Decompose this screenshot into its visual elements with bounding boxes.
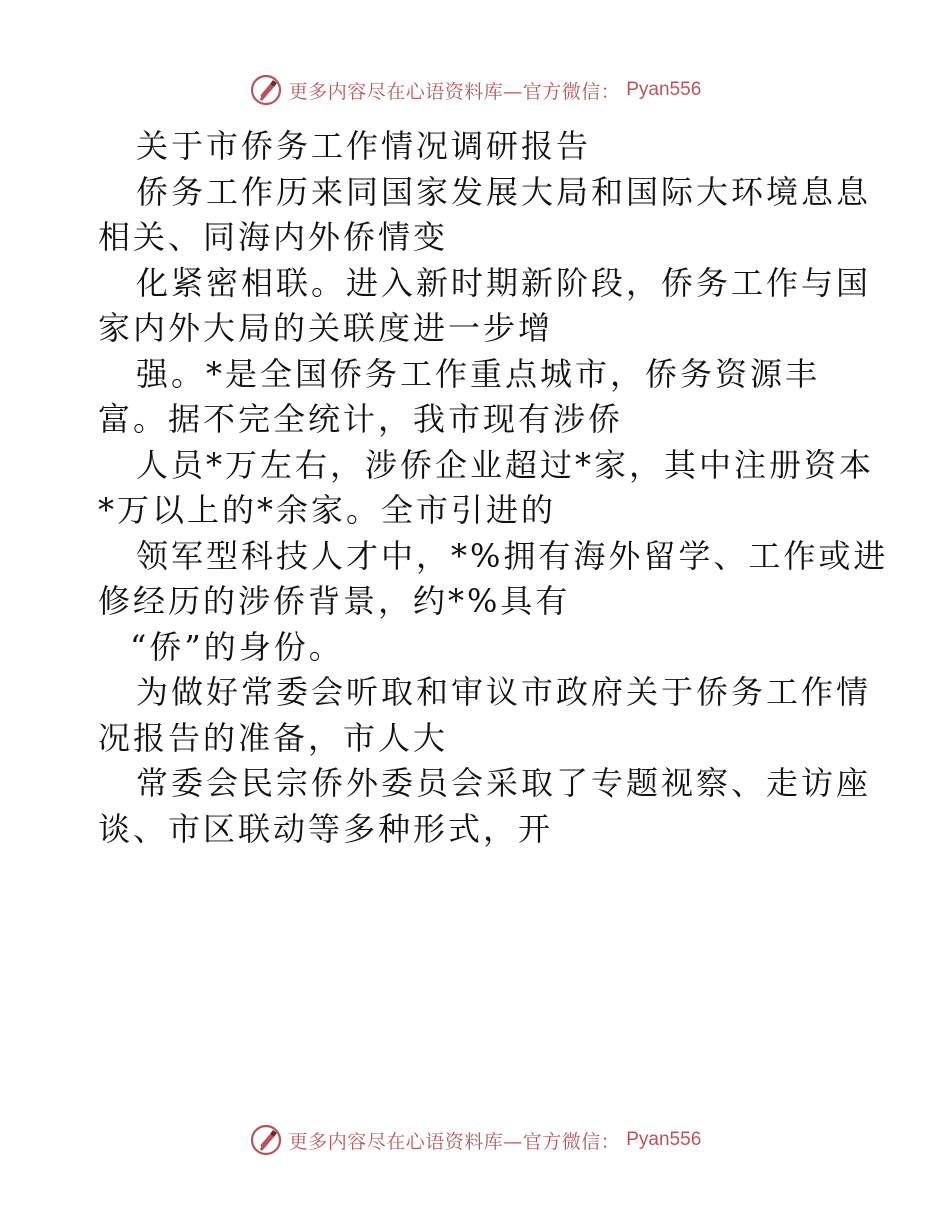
- watermark-group: [249, 1123, 702, 1157]
- text-line: 侨务工作历来同国家发展大局和国际大环境息息: [136, 172, 872, 211]
- watermark-header: [0, 70, 950, 110]
- document-title: 关于市侨务工作情况调研报告: [136, 127, 592, 165]
- text-line: 常委会民宗侨外委员会采取了专题视察、走访座: [136, 764, 872, 802]
- text-line: 为做好常委会听取和审议市政府关于侨务工作情: [136, 673, 872, 711]
- text-line: 人员*万左右，涉侨企业超过*家，其中注册资本: [136, 445, 875, 484]
- document-body: [98, 124, 889, 852]
- text-line: 况报告的准备，市人大: [98, 718, 449, 757]
- watermark-text: 更多内容尽在心语资料库—官方微信：: [288, 80, 621, 103]
- text-line: *万以上的*余家。全市引进的: [98, 491, 557, 529]
- watermark-wechat-id: Pyan556: [626, 1129, 702, 1150]
- text-line: “侨”的身份。: [130, 627, 344, 666]
- text-line: 富。据不完全统计，我市现有涉侨: [98, 400, 624, 438]
- pen-circle-logo-icon: [249, 1123, 283, 1157]
- text-line: 谈、市区联动等多种形式，开: [98, 809, 554, 848]
- text-line: 修经历的涉侨背景，约*%具有: [98, 582, 571, 620]
- text-line: 强。*是全国侨务工作重点城市，侨务资源丰: [136, 354, 821, 393]
- text-line: 化紧密相联。进入新时期新阶段，侨务工作与国: [136, 263, 872, 302]
- text-line: 家内外大局的关联度进一步增: [98, 309, 554, 347]
- watermark-footer: [0, 1120, 950, 1160]
- pen-circle-logo-icon: [249, 73, 283, 107]
- watermark-wechat-id: Pyan556: [626, 79, 702, 100]
- text-line: 领军型科技人才中，*%拥有海外留学、工作或进: [136, 536, 889, 575]
- watermark-group: [249, 73, 702, 107]
- text-line: 相关、同海内外侨情变: [98, 218, 449, 256]
- watermark-text: 更多内容尽在心语资料库—官方微信：: [288, 1130, 621, 1153]
